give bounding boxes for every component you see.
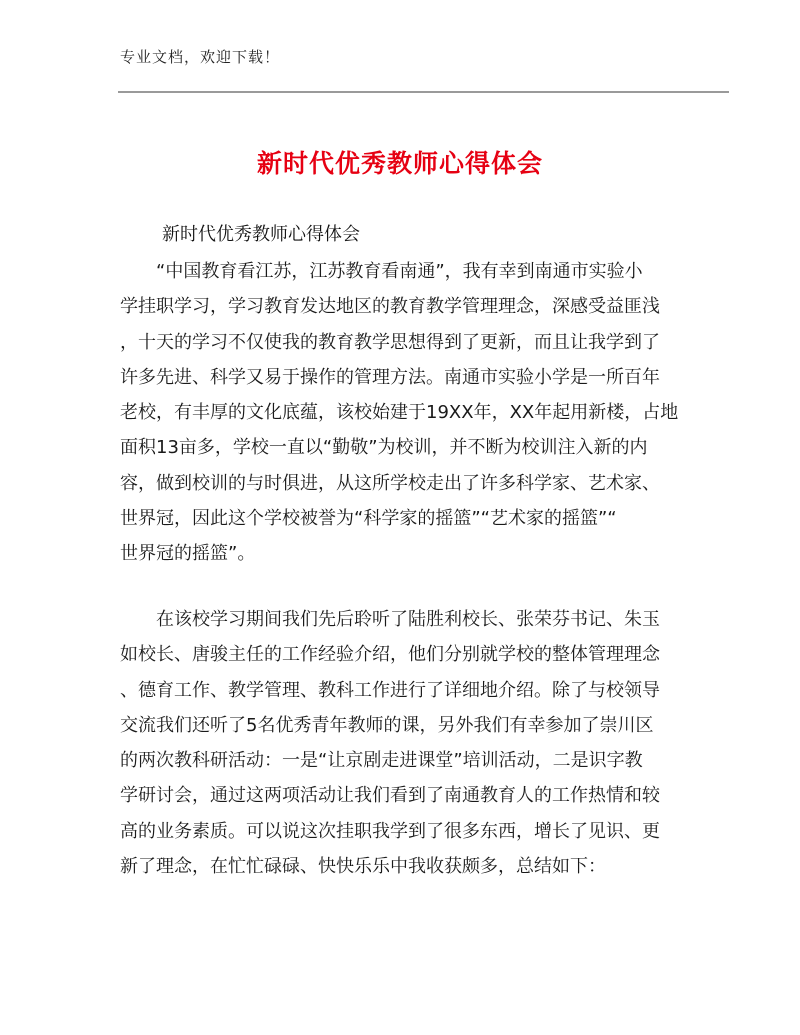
- paragraph-2: [120, 602, 680, 884]
- paragraph-line: 老校，有丰厚的文化底蕴，该校始建于19XX年，XX年起用新楼，占地: [120, 402, 679, 424]
- page-header-text: 专业文档，欢迎下载！: [120, 48, 281, 66]
- paragraph-line: 如校长、唐骏主任的工作经验介绍，他们分别就学校的整体管理理念: [120, 644, 660, 666]
- paragraph-1: [120, 254, 680, 572]
- paragraph-line: 容，做到校训的与时俱进，从这所学校走出了许多科学家、艺术家、: [120, 472, 660, 494]
- paragraph-line: ，十天的学习不仅使我的教育教学思想得到了更新，而且让我学到了: [120, 331, 660, 353]
- paragraph-line: 、德育工作、教学管理、教科工作进行了详细地介绍。除了与校领导: [120, 679, 660, 701]
- header-divider: [118, 91, 729, 93]
- document-title: 新时代优秀教师心得体会: [256, 149, 543, 178]
- paragraph-line: 许多先进、科学又易于操作的管理方法。南通市实验小学是一所百年: [120, 366, 660, 388]
- paragraph-line: “中国教育看江苏，江苏教育看南通”，我有幸到南通市实验小: [156, 261, 643, 282]
- paragraph-line: 面积13亩多，学校一直以“勤敬”为校训，并不断为校训注入新的内: [120, 437, 648, 459]
- document-subtitle: 新时代优秀教师心得体会: [162, 224, 360, 245]
- paragraph-line: 的两次教科研活动：一是“让京剧走进课堂”培训活动，二是识字教: [120, 750, 643, 772]
- paragraph-line: 世界冠的摇篮”。: [120, 543, 256, 565]
- paragraph-line: 在该校学习期间我们先后聆听了陆胜利校长、张荣芬书记、朱玉: [156, 609, 660, 630]
- paragraph-line: 世界冠，因此这个学校被誉为“科学家的摇篮”“艺术家的摇篮”“: [120, 508, 617, 530]
- paragraph-line: 高的业务素质。可以说这次挂职我学到了很多东西，增长了见识、更: [120, 820, 660, 842]
- paragraph-line: 新了理念，在忙忙碌碌、快快乐乐中我收获颇多，总结如下：: [120, 856, 606, 878]
- paragraph-line: 学研讨会，通过这两项活动让我们看到了南通教育人的工作热情和较: [120, 785, 660, 807]
- paragraph-line: 交流我们还听了5名优秀青年教师的课，另外我们有幸参加了崇川区: [120, 714, 654, 736]
- paragraph-line: 学挂职学习，学习教育发达地区的教育教学管理理念，深感受益匪浅: [120, 296, 660, 318]
